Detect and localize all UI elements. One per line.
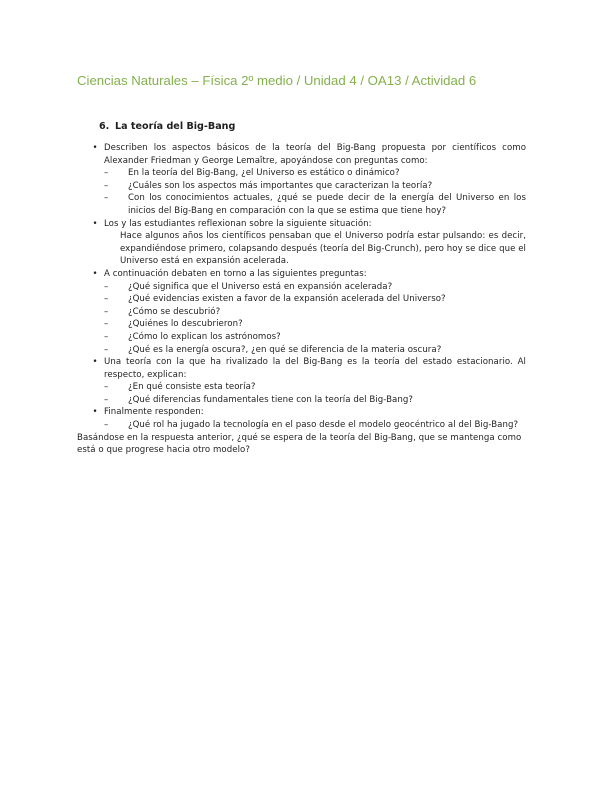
sub-list-item [90,192,526,217]
bullet-icon: • [92,268,98,279]
sub-list-item [90,167,526,180]
bullet-icon: • [92,143,98,153]
sub-list-item [90,344,526,357]
sub-list-item [90,419,526,432]
sub-list [90,281,526,357]
sub-list-item-text: ¿Quiénes lo descubrieron? [128,319,243,330]
sub-list-item-text: ¿Qué evidencias existen a favor de la expansión acelerada del Universo? [128,294,446,305]
sub-list-item [90,318,526,331]
bullet-icon: • [92,357,98,368]
dash-icon: – [104,420,109,431]
sub-list-item-text: ¿Qué significa que el Universo está en expansión acelerada? [128,281,393,292]
list-item [90,268,526,281]
section-title [99,121,235,132]
section-title-text: La teoría del Big-Bang [115,121,236,132]
sub-list [90,167,526,217]
closing-question: Basándose en la respuesta anterior, ¿qué se espera de la teoría del Big-Bang, que se mantenga como está o que progrese hacia otro modelo? [77,432,522,456]
list-item-text: A continuación debaten en torno a las siguientes preguntas: [104,268,367,279]
sub-list-item [90,293,526,306]
activity-content [77,142,526,457]
bullet-icon: • [92,407,98,418]
list-item-text: Describen los aspectos básicos de la teoría del Big-Bang propuesta por científicos como Alexander Friedman y George Lemaître, apoyándose con preguntas como: [104,143,526,166]
sub-list-item-text: ¿Cómo lo explican los astrónomos? [128,331,281,342]
list-item [90,406,526,419]
dash-icon: – [104,306,109,317]
dash-icon: – [104,394,109,405]
list-item-text: Los y las estudiantes reflexionan sobre la siguiente situación: [104,218,372,229]
sub-list-item [90,394,526,407]
sub-list-item [90,306,526,319]
sub-list-item-text: Con los conocimientos actuales, ¿qué se puede decir de la energía del Universo en los inicios del Big-Bang en comparación con la que se estima que tiene hoy? [128,193,526,216]
sub-list-item-text: ¿Qué rol ha jugado la tecnología en el paso desde el modelo geocéntrico al del Big-Bang? [128,420,519,431]
sub-list-item-text: ¿Cuáles son los aspectos más importantes que caracterizan la teoría? [128,180,433,191]
situation-quote: Hace algunos años los científicos pensaban que el Universo podría estar pulsando: es decir, expandiéndose primero, colapsando después (teoría del Big-Crunch), pero hoy se dice que el Universo está en expansión acelerada. [120,231,526,267]
dash-icon: – [104,319,109,330]
dash-icon: – [104,294,109,305]
dash-icon: – [104,281,109,292]
dash-icon: – [104,193,109,204]
page-header: Ciencias Naturales – Física 2º medio / Unidad 4 / OA13 / Actividad 6 [77,73,477,88]
list-item [90,218,526,231]
list-item [90,356,526,381]
dash-icon: – [104,382,109,393]
sub-list-item-text: ¿Qué es la energía oscura?, ¿en qué se diferencia de la materia oscura? [128,344,442,355]
section-number: 6. [99,121,110,132]
sub-list [90,419,526,432]
list-item [90,142,526,167]
bullet-icon: • [92,218,98,229]
dash-icon: – [104,344,109,355]
sub-list-item [90,331,526,344]
sub-list-item-text: ¿Qué diferencias fundamentales tiene con la teoría del Big-Bang? [128,394,413,405]
list-item-text: Una teoría con la que ha rivalizado la del Big-Bang es la teoría del estado estacionario. Al respecto, explican: [104,357,526,380]
sub-list-item-text: ¿Cómo se descubrió? [128,306,221,317]
sub-list-item-text: En la teoría del Big-Bang, ¿el Universo es estático o dinámico? [128,168,400,179]
sub-list-item [90,180,526,193]
sub-list-item-text: ¿En qué consiste esta teoría? [128,382,256,393]
dash-icon: – [104,180,109,191]
dash-icon: – [104,168,109,179]
list-item-text: Finalmente responden: [104,407,204,418]
dash-icon: – [104,331,109,342]
sub-list [90,381,526,406]
sub-list-item [90,381,526,394]
sub-list-item [90,281,526,294]
